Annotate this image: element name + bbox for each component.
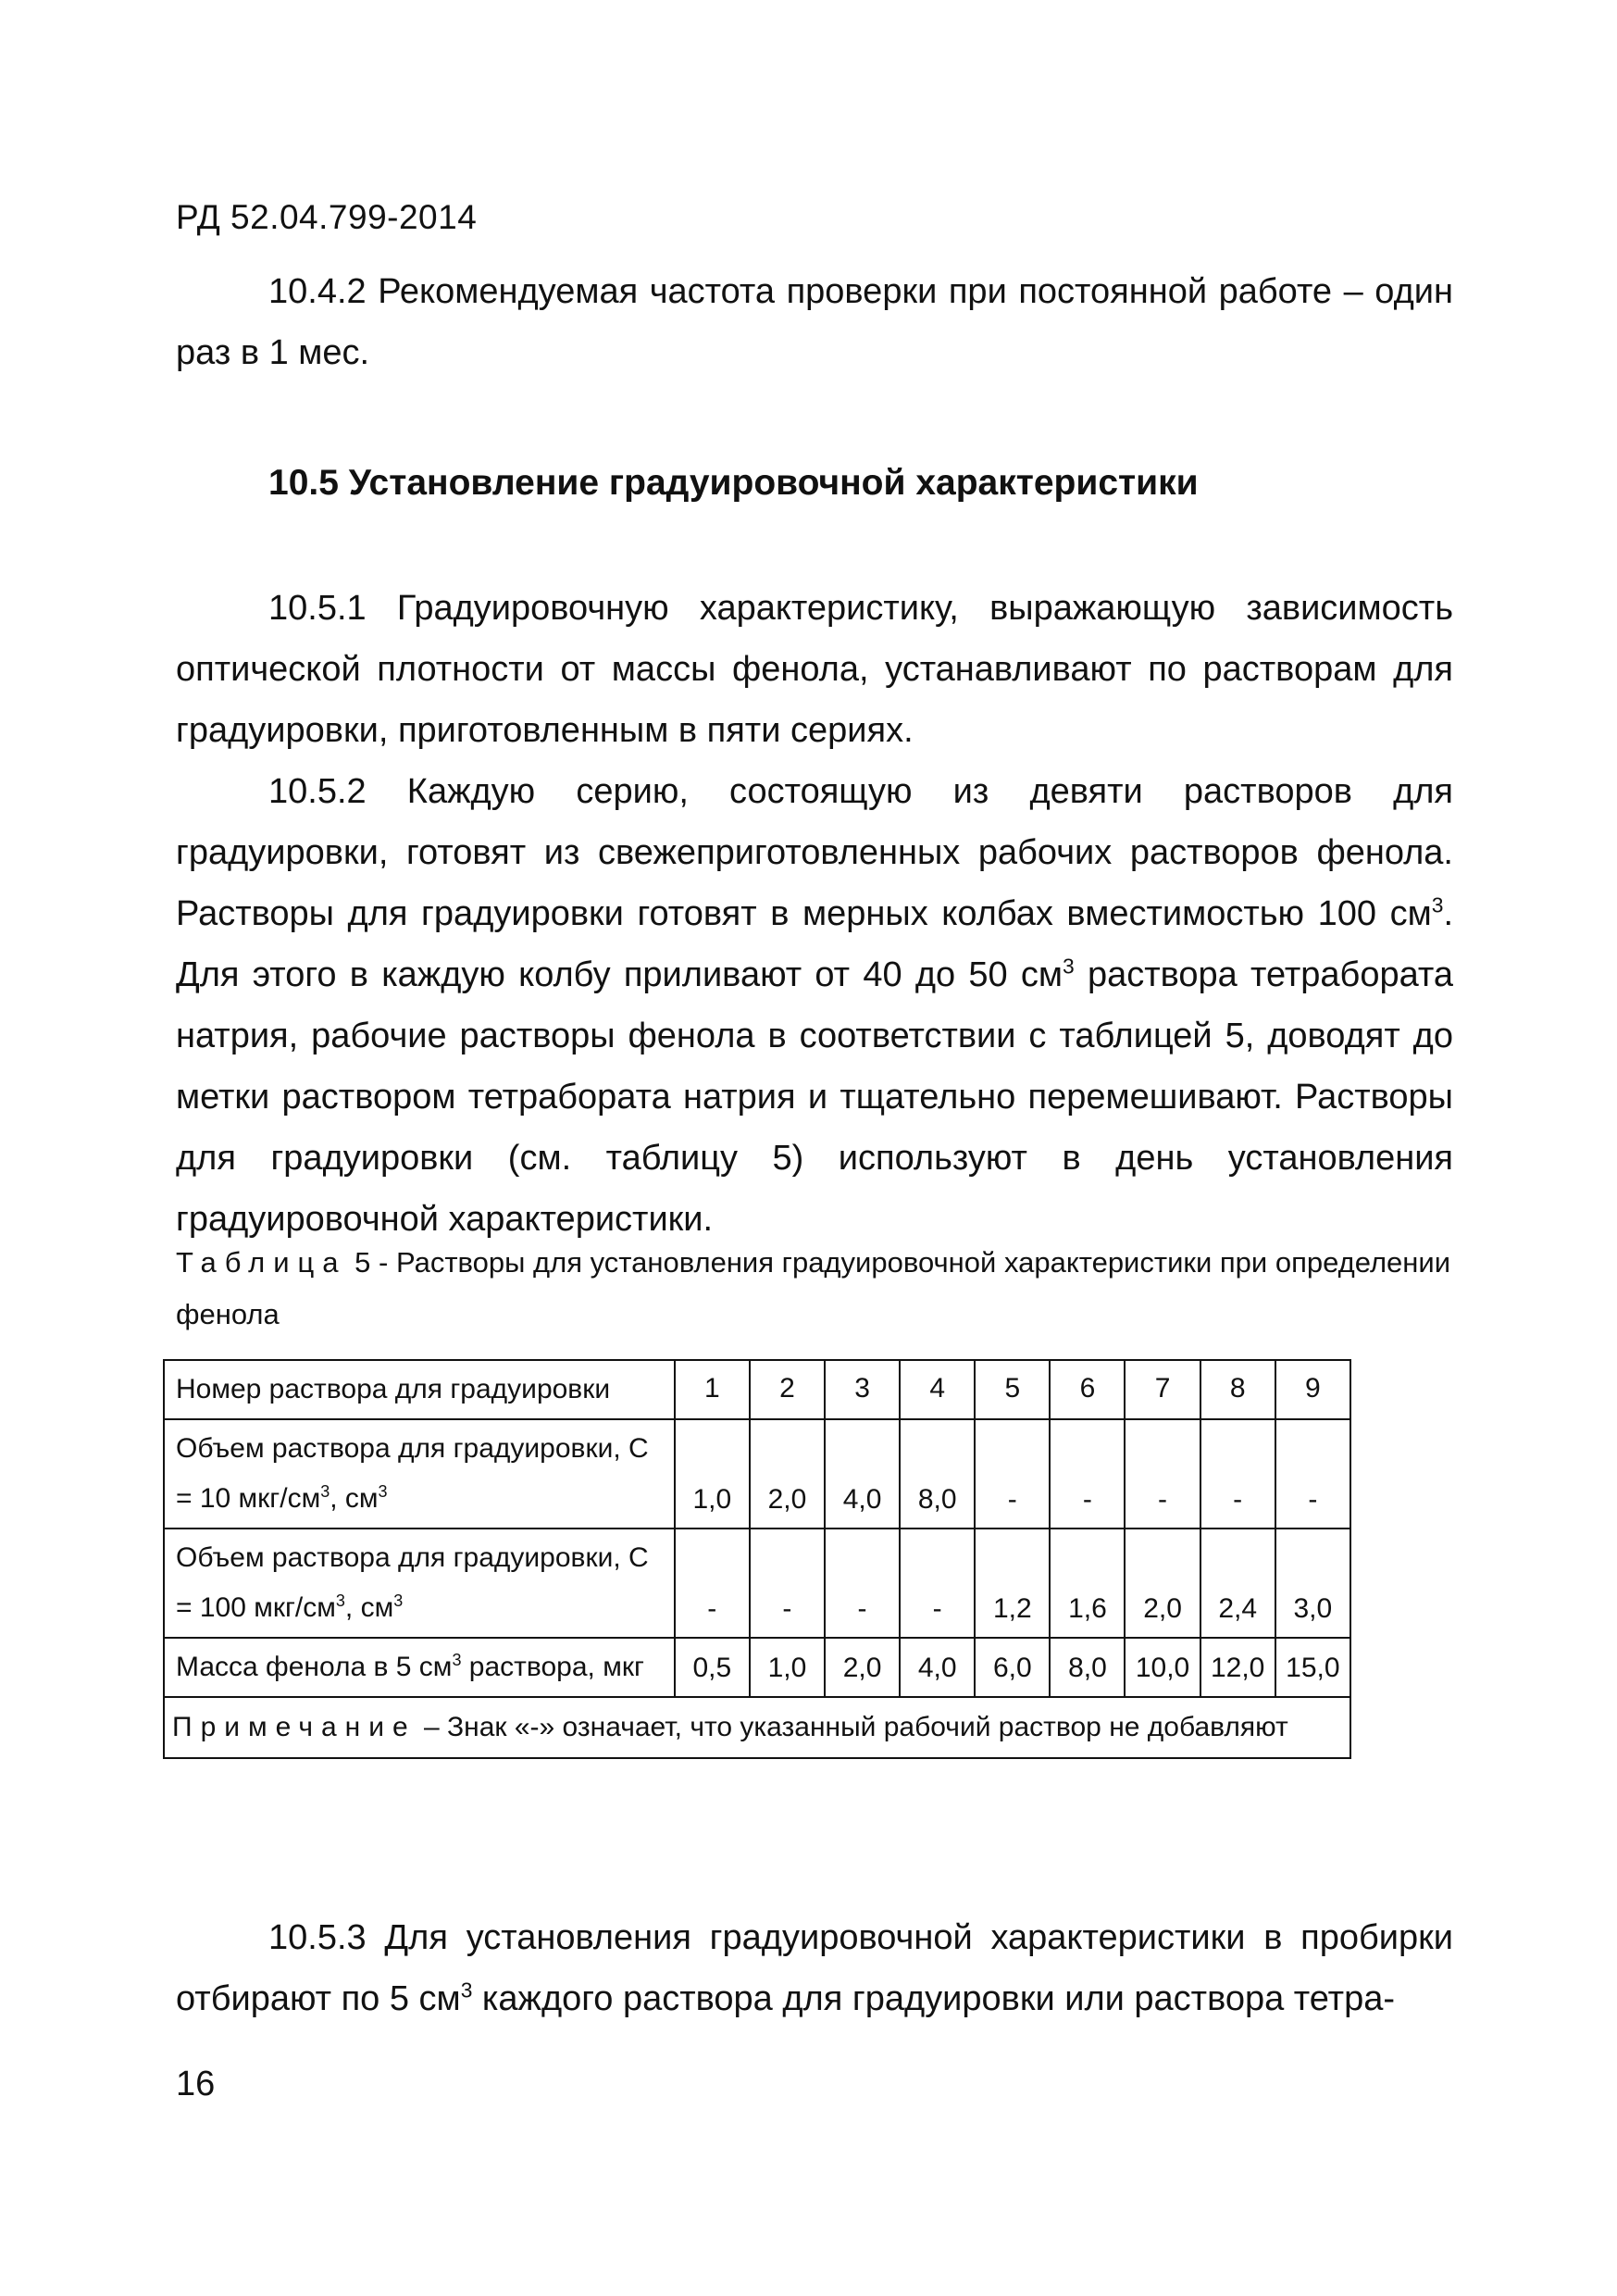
superscript: 3 xyxy=(378,1482,388,1501)
column-number-cell: 7 xyxy=(1125,1360,1200,1419)
value-cell: - xyxy=(1050,1419,1125,1529)
paragraph-10-4-2: 10.4.2 Рекомендуемая частота проверки при постоянной работе – один раз в 1 мес. xyxy=(176,272,1453,372)
column-number-cell: 8 xyxy=(1200,1360,1275,1419)
row-label-text: , см xyxy=(344,1592,394,1623)
value-cell: 4,0 xyxy=(825,1419,900,1529)
column-number-cell: 4 xyxy=(900,1360,975,1419)
table-row-volume-10 xyxy=(164,1419,1350,1529)
column-number-cell: 3 xyxy=(825,1360,900,1419)
column-number-cell: 5 xyxy=(975,1360,1050,1419)
superscript: 3 xyxy=(1431,892,1444,917)
value-cell: 2,4 xyxy=(1200,1529,1275,1638)
value-cell: 1,0 xyxy=(750,1638,825,1697)
value-cell: 12,0 xyxy=(1200,1638,1275,1697)
table-row-phenol-mass xyxy=(164,1638,1350,1697)
value-cell: - xyxy=(825,1529,900,1638)
superscript: 3 xyxy=(460,1978,473,2003)
superscript: 3 xyxy=(335,1591,345,1610)
table-note-cell xyxy=(164,1697,1350,1758)
table-caption-text: 5 - Растворы для установления градуировочной характеристики при определении фенола xyxy=(176,1246,1451,1330)
row-label-text: раствора, мкг xyxy=(461,1652,644,1682)
table-row-volume-100 xyxy=(164,1529,1350,1638)
value-cell: - xyxy=(900,1529,975,1638)
value-cell: - xyxy=(975,1419,1050,1529)
row-label-text: Объем раствора для градуировки, С = 10 мкг/см xyxy=(176,1433,649,1514)
superscript: 3 xyxy=(393,1591,404,1610)
value-cell: - xyxy=(750,1529,825,1638)
table-note-row xyxy=(164,1697,1350,1758)
paragraph-10-5-3 xyxy=(176,1907,1453,2029)
value-cell: 0,5 xyxy=(675,1638,750,1697)
row-label-cell xyxy=(164,1638,675,1697)
paragraph-10-5-1: 10.5.1 Градуировочную характеристику, выражающую зависимость оптической плотности от массы фенола, устанавливают по растворам для градуировки, приготовленным в пяти сериях. xyxy=(176,589,1453,750)
column-number-cell: 6 xyxy=(1050,1360,1125,1419)
paragraph-text: 10.5.3 Для установления градуировочной характеристики в пробирки отбирают по 5 см xyxy=(176,1918,1453,2018)
header-label-cell: Номер раствора для градуировки xyxy=(164,1360,675,1419)
column-number-cell: 2 xyxy=(750,1360,825,1419)
column-number-cell: 1 xyxy=(675,1360,750,1419)
value-cell: 15,0 xyxy=(1275,1638,1350,1697)
value-cell: 1,6 xyxy=(1050,1529,1125,1638)
value-cell: 1,2 xyxy=(975,1529,1050,1638)
paragraph-text: каждого раствора для градуировки или раствора тетра- xyxy=(472,1979,1395,2018)
value-cell: - xyxy=(1200,1419,1275,1529)
table-caption xyxy=(176,1237,1453,1341)
superscript: 3 xyxy=(1063,954,1075,979)
value-cell: 8,0 xyxy=(1050,1638,1125,1697)
value-cell: 4,0 xyxy=(900,1638,975,1697)
value-cell: - xyxy=(1125,1419,1200,1529)
section-heading-10-5: 10.5 Установление градуировочной характеристики xyxy=(268,463,1199,503)
value-cell: 3,0 xyxy=(1275,1529,1350,1638)
paragraph-text: 10.5.2 Каждую серию, состоящую из девяти растворов для градуировки, готовят из свежеприготовленных рабочих растворов фенола. Растворы для градуировки готовят в мерных колбах вместимостью 100 см xyxy=(176,772,1453,933)
superscript: 3 xyxy=(452,1651,462,1669)
value-cell: 2,0 xyxy=(825,1638,900,1697)
row-label-cell xyxy=(164,1529,675,1638)
value-cell: 8,0 xyxy=(900,1419,975,1529)
value-cell: - xyxy=(1275,1419,1350,1529)
note-word: Примечание xyxy=(172,1712,417,1742)
table-header-row xyxy=(164,1360,1350,1419)
paragraph-text: . Для этого в каждую колбу приливают от 40 до 50 см xyxy=(176,894,1453,994)
value-cell: 6,0 xyxy=(975,1638,1050,1697)
value-cell: 2,0 xyxy=(1125,1529,1200,1638)
column-number-cell: 9 xyxy=(1275,1360,1350,1419)
paragraph-text: раствора тетрабората натрия, рабочие растворы фенола в соответствии с таблицей 5, доводят до метки раствором тетрабората натрия и тщательно перемешивают. Растворы для градуировки (см. таблицу 5) используют в день установления градуировочной характеристики. xyxy=(176,955,1453,1239)
row-label-text: , см xyxy=(330,1483,379,1514)
row-label-text: Объем раствора для градуировки, С = 100 мкг/см xyxy=(176,1542,649,1623)
page-number: 16 xyxy=(176,2065,216,2103)
paragraph-10-5-2 xyxy=(176,761,1453,1250)
row-label-text: Масса фенола в 5 см xyxy=(176,1652,453,1682)
value-cell: - xyxy=(675,1529,750,1638)
note-text: – Знак «-» означает, что указанный рабочий раствор не добавляют xyxy=(416,1712,1288,1742)
value-cell: 1,0 xyxy=(675,1419,750,1529)
table-caption-word: Таблица xyxy=(176,1246,347,1279)
document-code: РД 52.04.799-2014 xyxy=(176,198,478,236)
value-cell: 10,0 xyxy=(1125,1638,1200,1697)
calibration-solutions-table xyxy=(163,1359,1351,1759)
row-label-cell xyxy=(164,1419,675,1529)
superscript: 3 xyxy=(320,1482,330,1501)
value-cell: 2,0 xyxy=(750,1419,825,1529)
